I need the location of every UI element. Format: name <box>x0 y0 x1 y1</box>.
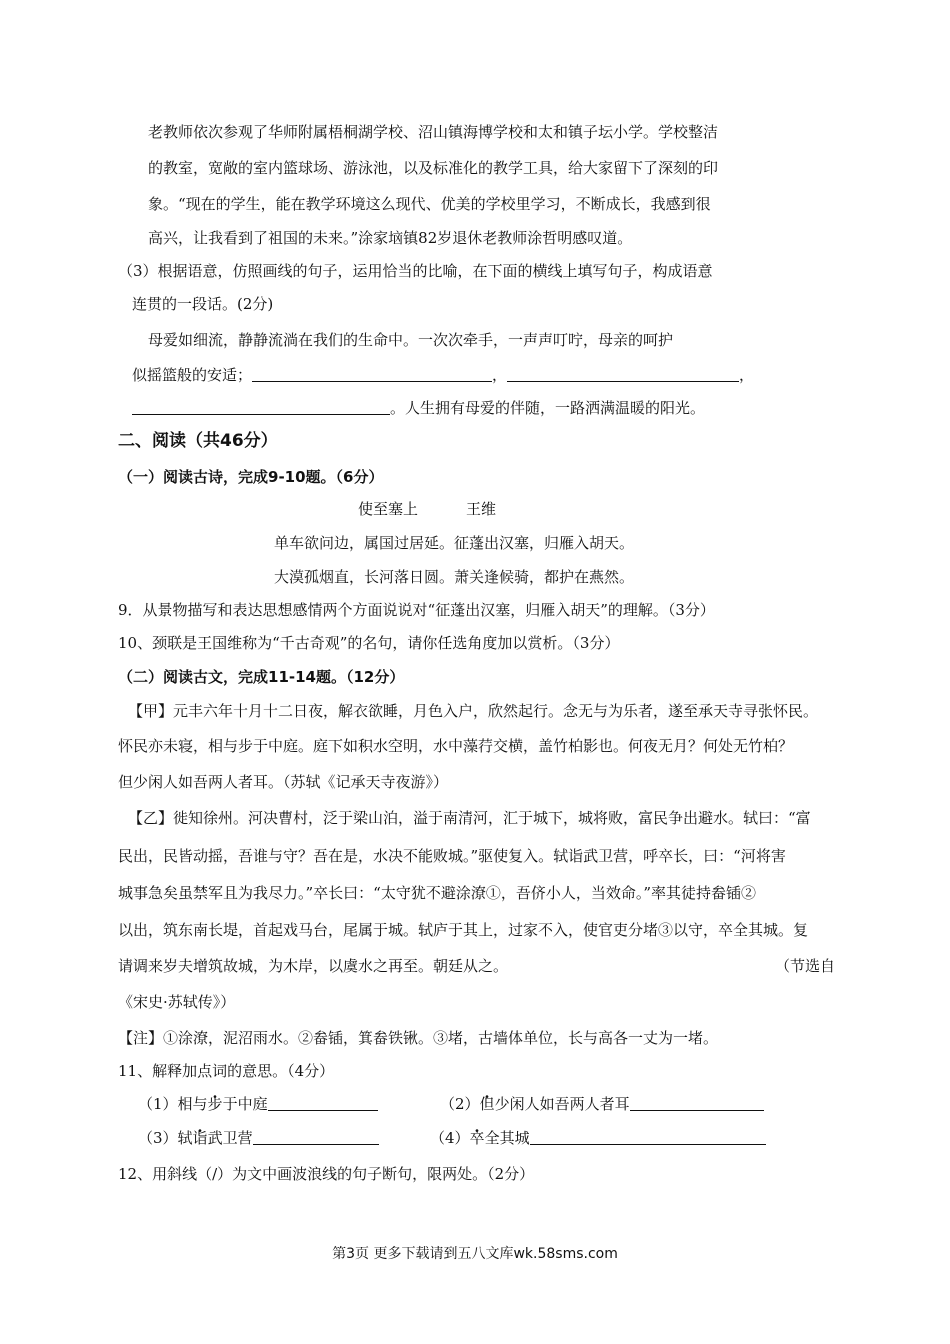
q11-item-4-dotted: 卒 <box>469 1129 485 1147</box>
passage-line-4: 高兴，让我看到了祖国的未来。”涂家垴镇82岁退休老教师涂哲明感叹道。 <box>148 229 633 247</box>
q11-item-1-post: 于中庭 <box>222 1095 268 1113</box>
passage-line-2: 的教室，宽敞的室内篮球场、游泳池，以及标准化的教学工具，给大家留下了深刻的印 <box>148 159 719 177</box>
notes: 【注】①涂潦，泥沼雨水。②畚锸，箕畚铁锹。③堵，古墙体单位，长与高各一丈为一堵。 <box>118 1029 719 1047</box>
part1-title: （一）阅读古诗，完成9-10题。（6分） <box>118 468 384 486</box>
question-11: 11、解释加点词的意思。（4分） <box>118 1062 335 1080</box>
poem-title: 使至塞上 <box>358 500 419 518</box>
q3-line-1: （3）根据语意，仿照画线的句子，运用恰当的比喻，在下面的横线上填写句子，构成语意 <box>118 262 713 280</box>
question-12: 12、用斜线（/）为文中画波浪线的句子断句，限两处。（2分） <box>118 1165 535 1183</box>
yi-line-1: 【乙】徙知徐州。河决曹村，泛于梁山泊，溢于南清河，汇于城下，城将败，富民争出避水。轼曰：“富 <box>128 809 811 827</box>
q11-item-2-dotted: 但 <box>479 1095 495 1113</box>
answer-blank-3[interactable] <box>132 398 390 415</box>
jia-line-3: 但少闲人如吾两人者耳。（苏轼《记承天寺夜游》） <box>118 773 449 791</box>
q11-answer-1[interactable] <box>268 1094 378 1111</box>
answer-blank-1[interactable] <box>252 365 492 382</box>
q11-item-3 <box>138 1128 379 1148</box>
q11-item-1-dotted: 步 <box>207 1095 223 1113</box>
poem-author: 王维 <box>466 500 497 518</box>
yi-line-3: 城事急矣虽禁军且为我尽力。”卒长曰：“太守犹不避涂潦①，吾侪小人，当效命。”率其徒持畚锸② <box>118 884 757 902</box>
passage-line-3: 象。“现在的学生，能在教学环境这么现代、优美的学校里学习，不断成长，我感到很 <box>148 195 711 213</box>
q3-line-5-suffix: 。人生拥有母爱的伴随，一路洒满温暖的阳光。 <box>390 399 706 417</box>
q11-answer-2[interactable] <box>630 1094 764 1111</box>
q11-item-1-pre: （1）相与 <box>138 1095 208 1113</box>
yi-line-4: 以出，筑东南长堤，首起戏马台，尾属于城。轼庐于其上，过家不入，使官吏分堵③以守，卒全其城。复 <box>118 921 809 939</box>
q3-line-4-prefix: 似摇篮般的安适； <box>132 366 253 384</box>
question-10: 10、颈联是王国维称为“千古奇观”的名句，请你任选角度加以赏析。（3分） <box>118 634 620 652</box>
section-title: 二、阅读（共46分） <box>118 431 278 451</box>
jia-line-2: 怀民亦未寝，相与步于中庭。庭下如积水空明，水中藻荇交横，盖竹柏影也。何夜无月？何处无竹柏？ <box>118 737 794 755</box>
q11-item-2 <box>440 1094 764 1114</box>
q3-comma-2: ， <box>739 366 755 384</box>
yi-line-5: 请调来岁夫增筑故城，为木岸，以虞水之再至。朝廷从之。 <box>118 957 509 975</box>
q11-item-4-pre: （4） <box>430 1129 470 1147</box>
answer-blank-2[interactable] <box>507 365 739 382</box>
q11-item-2-post: 少闲人如吾两人者耳 <box>494 1095 630 1113</box>
page-footer: 第3页 更多下载请到五八文库wk.58sms.com <box>332 1246 618 1262</box>
q3-line-5 <box>132 398 705 418</box>
q11-item-3-pre: （3）轼 <box>138 1129 193 1147</box>
q11-item-3-post: 武卫营 <box>207 1129 253 1147</box>
part2-title: （二）阅读古文，完成11-14题。（12分） <box>118 668 405 686</box>
q11-answer-3[interactable] <box>253 1128 379 1145</box>
q11-answer-4[interactable] <box>530 1128 766 1145</box>
question-9: 9．从景物描写和表达思想感情两个方面说说对“征蓬出汉塞，归雁入胡天”的理解。（3分） <box>118 601 715 619</box>
q11-item-3-dotted: 诣 <box>192 1129 208 1147</box>
q11-item-4 <box>430 1128 766 1148</box>
q3-line-4 <box>132 365 754 385</box>
poem-line-2: 大漠孤烟直，长河落日圆。萧关逢候骑，都护在燕然。 <box>274 568 635 586</box>
q3-line-2: 连贯的一段话。(2分) <box>132 295 274 313</box>
q11-item-4-post: 全其城 <box>484 1129 530 1147</box>
jia-line-1: 【甲】元丰六年十月十二日夜，解衣欲睡，月色入户，欣然起行。念无与为乐者，遂至承天寺寻张怀民。 <box>128 702 819 720</box>
yi-source-b: 《宋史·苏轼传》） <box>118 993 236 1011</box>
poem-line-1: 单车欲问边，属国过居延。征蓬出汉塞，归雁入胡天。 <box>274 534 635 552</box>
passage-line-1: 老教师依次参观了华师附属梧桐湖学校、沼山镇海博学校和太和镇子坛小学。学校整洁 <box>148 123 719 141</box>
q3-comma-1: ， <box>492 366 508 384</box>
yi-source-a: （节选自 <box>775 957 836 975</box>
q3-line-3: 母爱如细流，静静流淌在我们的生命中。一次次牵手，一声声叮咛，母亲的呵护 <box>148 331 674 349</box>
q11-item-1 <box>138 1094 378 1114</box>
q11-item-2-pre: （2） <box>440 1095 480 1113</box>
yi-line-2: 民出，民皆动摇，吾谁与守？吾在是，水决不能败城。”驱使复入。轼诣武卫营，呼卒长，曰：“河将害 <box>118 847 786 865</box>
